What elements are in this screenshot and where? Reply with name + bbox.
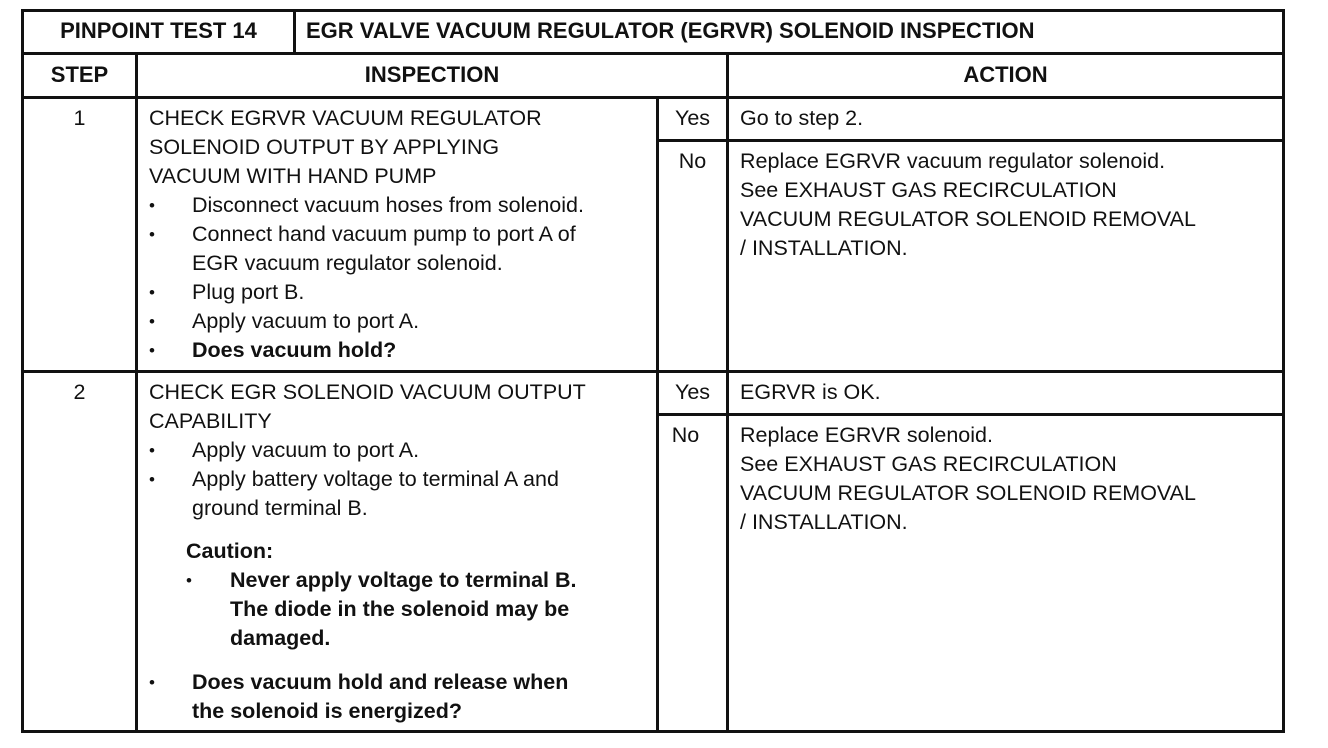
row1-yes-divider: [657, 139, 1285, 142]
inspection-bullet: Apply battery voltage to terminal A and: [192, 467, 559, 491]
no-label: No: [671, 423, 700, 447]
inspection-question: Does vacuum hold?: [192, 338, 397, 362]
bullet-icon: •: [149, 673, 155, 692]
action-yes: Go to step 2.: [740, 106, 864, 130]
header-row-divider: [21, 96, 1285, 99]
action-no-line: / INSTALLATION.: [740, 236, 908, 260]
action-yes: EGRVR is OK.: [740, 380, 881, 404]
inspection-heading-line: VACUUM WITH HAND PUMP: [149, 164, 437, 188]
inspection-question-line: the solenoid is energized?: [192, 699, 462, 723]
action-no-line: VACUUM REGULATOR SOLENOID REMOVAL: [740, 481, 1196, 505]
action-no-line: VACUUM REGULATOR SOLENOID REMOVAL: [740, 207, 1196, 231]
action-column-divider: [726, 52, 729, 733]
inspection-bullet: Connect hand vacuum pump to port A of: [192, 222, 576, 246]
column-header-action: ACTION: [963, 62, 1048, 87]
title-cell-divider: [293, 9, 296, 54]
caution-label: Caution:: [186, 539, 274, 563]
action-no-line: / INSTALLATION.: [740, 510, 908, 534]
inspection-heading-line: CHECK EGR SOLENOID VACUUM OUTPUT: [149, 380, 586, 404]
step-number: 1: [73, 106, 86, 130]
action-no-line: Replace EGRVR solenoid.: [740, 423, 993, 447]
table-border-right: [1282, 9, 1285, 733]
column-header-step: STEP: [50, 62, 109, 87]
bullet-icon: •: [149, 312, 155, 331]
bullet-icon: •: [149, 470, 155, 489]
step-number: 2: [73, 380, 86, 404]
inspection-bullet: Apply vacuum to port A.: [192, 309, 420, 333]
action-no-line: See EXHAUST GAS RECIRCULATION: [740, 178, 1117, 202]
inspection-bullet-continuation: EGR vacuum regulator solenoid.: [192, 251, 503, 275]
caution-text-line: The diode in the solenoid may be: [230, 597, 570, 621]
inspection-heading-line: CHECK EGRVR VACUUM REGULATOR: [149, 106, 542, 130]
action-no-line: See EXHAUST GAS RECIRCULATION: [740, 452, 1117, 476]
table-border-bottom: [21, 730, 1285, 733]
title-row-divider: [21, 52, 1285, 55]
inspection-heading-line: SOLENOID OUTPUT BY APPLYING: [149, 135, 500, 159]
test-title: EGR VALVE VACUUM REGULATOR (EGRVR) SOLENOID INSPECTION: [306, 18, 1035, 43]
action-no-line: Replace EGRVR vacuum regulator solenoid.: [740, 149, 1166, 173]
inspection-bullet: Plug port B.: [192, 280, 305, 304]
inspection-bullet: Apply vacuum to port A.: [192, 438, 420, 462]
test-id-label: PINPOINT TEST 14: [60, 18, 257, 43]
inspection-heading-line: CAPABILITY: [149, 409, 272, 433]
bullet-icon: •: [149, 441, 155, 460]
bullet-icon: •: [186, 571, 192, 590]
column-header-inspection: INSPECTION: [364, 62, 500, 87]
yes-label: Yes: [674, 380, 711, 404]
inspection-question-line: Does vacuum hold and release when: [192, 670, 569, 694]
row-divider: [21, 370, 1285, 373]
no-label: No: [678, 149, 707, 173]
row2-yes-divider: [657, 413, 1285, 416]
caution-text-line: damaged.: [230, 626, 331, 650]
yesno-column-divider: [656, 96, 659, 733]
bullet-icon: •: [149, 283, 155, 302]
table-border-top: [21, 9, 1285, 12]
inspection-bullet: Disconnect vacuum hoses from solenoid.: [192, 193, 584, 217]
bullet-icon: •: [149, 196, 155, 215]
caution-text-line: Never apply voltage to terminal B.: [230, 568, 577, 592]
bullet-icon: •: [149, 341, 155, 360]
step-column-divider: [135, 52, 138, 733]
bullet-icon: •: [149, 225, 155, 244]
inspection-bullet-continuation: ground terminal B.: [192, 496, 368, 520]
yes-label: Yes: [674, 106, 711, 130]
